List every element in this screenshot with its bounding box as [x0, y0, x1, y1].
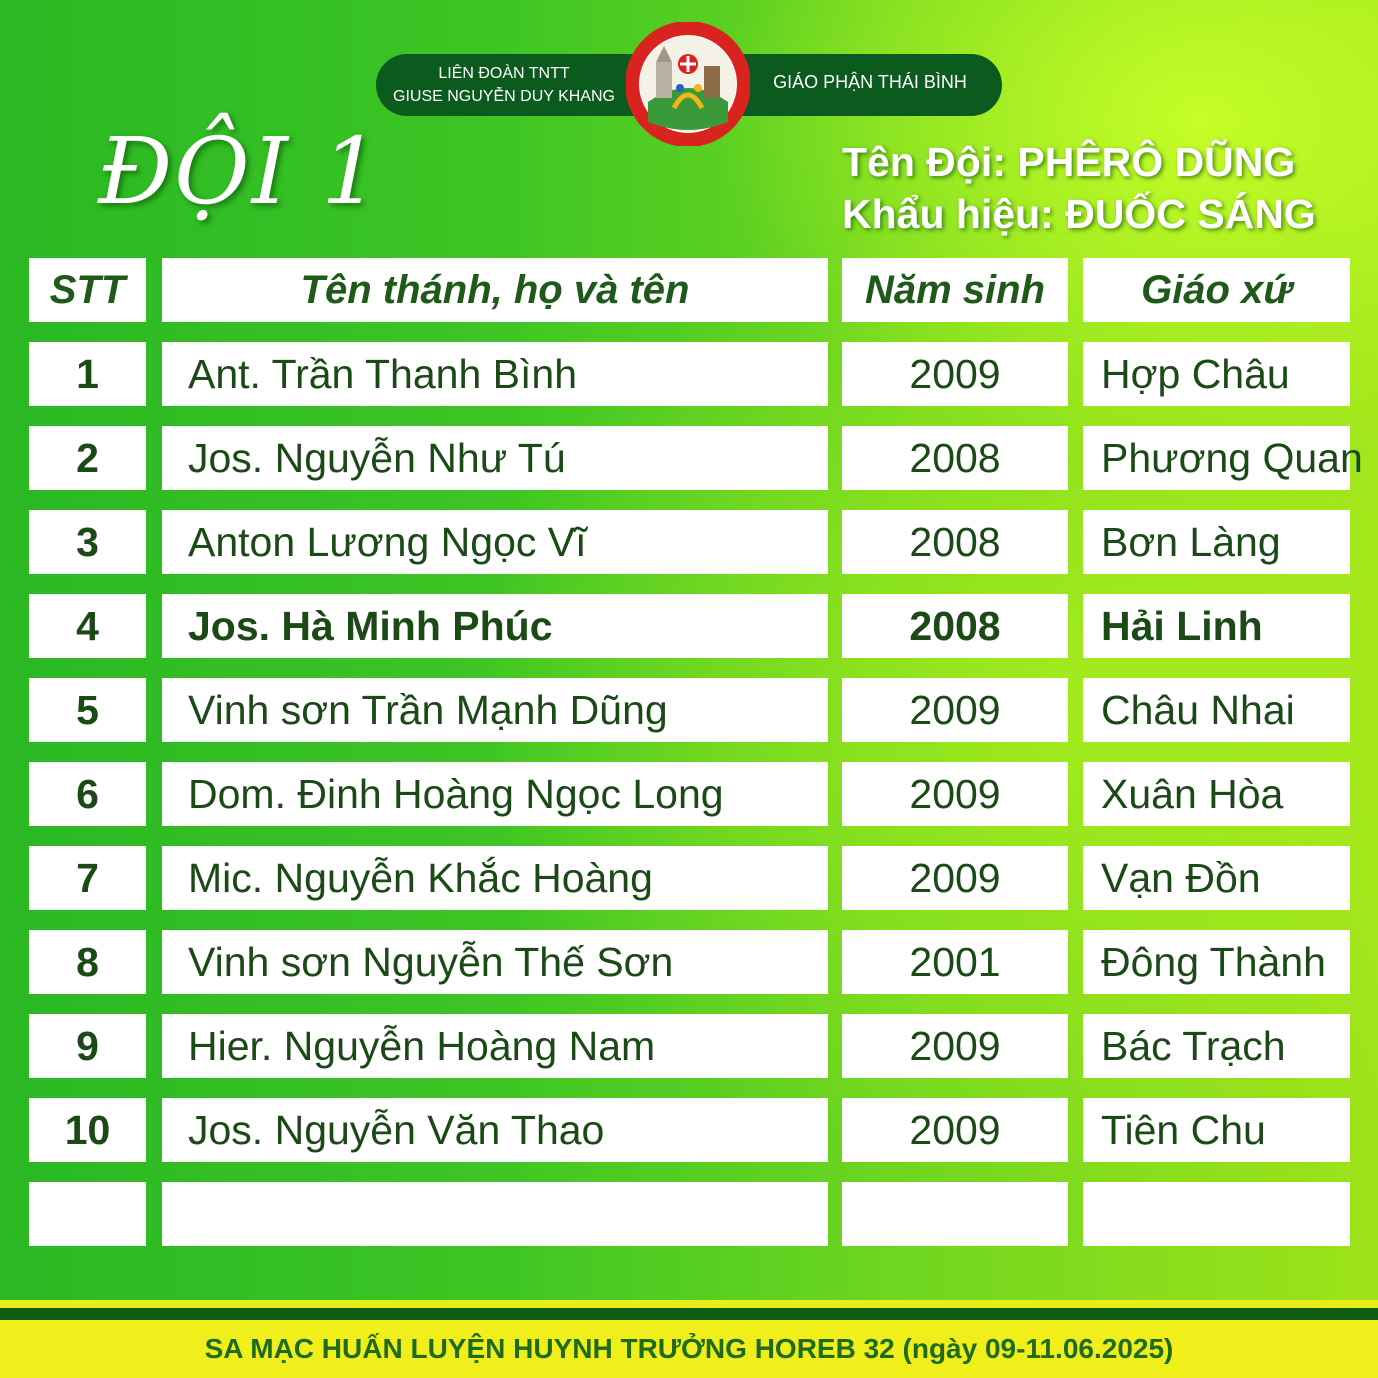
row-stt: 2	[29, 426, 146, 490]
banner-left-text	[384, 62, 624, 108]
banner-org-line1: LIÊN ĐOÀN TNTT	[438, 65, 570, 82]
header-parish: Giáo xứ	[1083, 258, 1350, 322]
row-stt: 4	[29, 594, 146, 658]
row-parish: Bác Trạch	[1083, 1014, 1350, 1078]
row-parish: Phương Quan	[1083, 426, 1350, 490]
row-stt: 8	[29, 930, 146, 994]
team-motto: Khẩu hiệu: ĐUỐC SÁNG	[842, 191, 1316, 237]
header-name: Tên thánh, họ và tên	[162, 258, 828, 322]
row-stt: 1	[29, 342, 146, 406]
footer-caption: SA MẠC HUẤN LUYỆN HUYNH TRƯỞNG HOREB 32 (ngày 09-11.06.2025)	[0, 1320, 1378, 1378]
header-birth-year: Năm sinh	[842, 258, 1068, 322]
team-number-title: ĐỘI 1	[98, 118, 382, 225]
row-name: Mic. Nguyễn Khắc Hoàng	[162, 846, 828, 910]
row-name: Vinh sơn Trần Mạnh Dũng	[162, 678, 828, 742]
header-stt: STT	[29, 258, 146, 322]
row-parish: Châu Nhai	[1083, 678, 1350, 742]
banner-org-line2: GIUSE NGUYỄN DUY KHANG	[393, 88, 615, 105]
row-parish: Đông Thành	[1083, 930, 1350, 994]
row-birth-year: 2009	[842, 762, 1068, 826]
footer-stripe-dark	[0, 1308, 1378, 1320]
row-name: Vinh sơn Nguyễn Thế Sơn	[162, 930, 828, 994]
row-stt: 10	[29, 1098, 146, 1162]
row-parish: Xuân Hòa	[1083, 762, 1350, 826]
row-stt: 3	[29, 510, 146, 574]
row-name: Dom. Đinh Hoàng Ngọc Long	[162, 762, 828, 826]
row-birth-year: 2009	[842, 846, 1068, 910]
row-stt: 7	[29, 846, 146, 910]
row-birth-year: 2008	[842, 594, 1068, 658]
row-parish: Vạn Đồn	[1083, 846, 1350, 910]
row-name: Jos. Nguyễn Văn Thao	[162, 1098, 828, 1162]
row-parish: Hợp Châu	[1083, 342, 1350, 406]
footer-stripe-top	[0, 1300, 1378, 1308]
banner-diocese: GIÁO PHẬN THÁI BÌNH	[773, 72, 967, 92]
row-stt: 9	[29, 1014, 146, 1078]
row-birth-year: 2009	[842, 342, 1068, 406]
row-parish	[1083, 1182, 1350, 1246]
row-parish: Hải Linh	[1083, 594, 1350, 658]
row-birth-year: 2008	[842, 426, 1068, 490]
row-stt: 5	[29, 678, 146, 742]
row-name	[162, 1182, 828, 1246]
row-birth-year: 2009	[842, 678, 1068, 742]
row-birth-year: 2009	[842, 1098, 1068, 1162]
row-parish: Tiên Chu	[1083, 1098, 1350, 1162]
row-name: Ant. Trần Thanh Bình	[162, 342, 828, 406]
row-name: Anton Lương Ngọc Vĩ	[162, 510, 828, 574]
row-parish: Bơn Làng	[1083, 510, 1350, 574]
row-birth-year	[842, 1182, 1068, 1246]
row-birth-year: 2001	[842, 930, 1068, 994]
row-name: Hier. Nguyễn Hoàng Nam	[162, 1014, 828, 1078]
row-stt: 6	[29, 762, 146, 826]
team-info	[842, 136, 1316, 240]
association-logo-icon	[626, 22, 750, 146]
row-birth-year: 2008	[842, 510, 1068, 574]
row-name: Jos. Nguyễn Như Tú	[162, 426, 828, 490]
row-stt	[29, 1182, 146, 1246]
team-name: Tên Đội: PHÊRÔ DŨNG	[842, 139, 1296, 185]
row-name: Jos. Hà Minh Phúc	[162, 594, 828, 658]
row-birth-year: 2009	[842, 1014, 1068, 1078]
